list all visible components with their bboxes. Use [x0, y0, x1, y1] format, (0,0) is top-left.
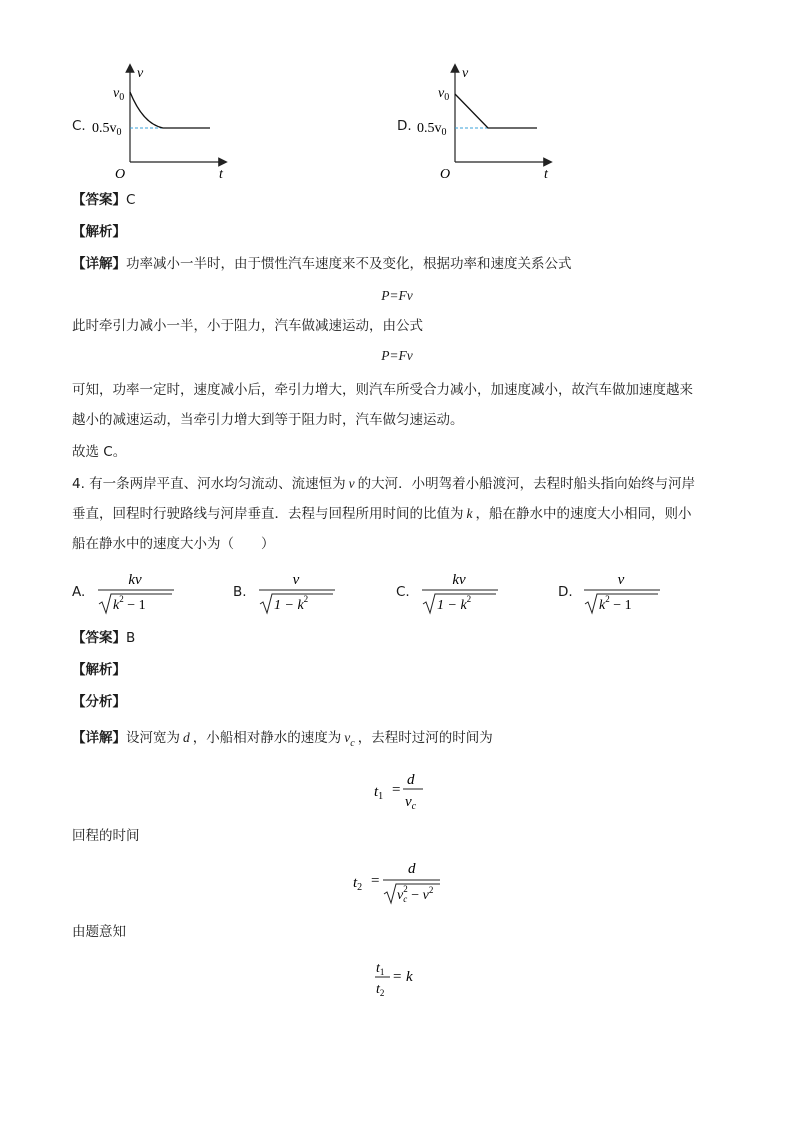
- option-c-label: C.: [72, 118, 86, 134]
- formula-t2: [345, 856, 465, 912]
- v0-label: $v_0$: [438, 86, 450, 103]
- svg-text:t2: $t_2$: [376, 982, 385, 998]
- svg-text:d: d: [407, 772, 415, 788]
- half-v0-label: $0.5v_0$: [92, 121, 122, 138]
- q3-formula-1: P=Fv: [381, 288, 413, 303]
- q4-answer: 【答案】B: [72, 630, 136, 646]
- graph-c: [85, 60, 245, 185]
- svg-text:t1: $t_1$: [374, 784, 384, 802]
- denominator: $1 - k^2$: [274, 594, 309, 613]
- denominator: $k^2 - 1$: [113, 594, 146, 613]
- q3-line4: 越小的减速运动，当牵引力增大到等于阻力时，汽车做匀速运动。: [72, 412, 464, 428]
- numerator: kv: [452, 572, 466, 588]
- q3-line3: 可知，功率一定时，速度减小后，牵引力增大，则汽车所受合力减小，加速度减小，故汽车做加速度越来: [72, 382, 693, 398]
- q3-line2: 此时牵引力减小一半，小于阻力，汽车做减速运动，由公式: [72, 318, 423, 334]
- numerator: v: [292, 572, 300, 588]
- denominator: $1 - k^2$: [437, 594, 472, 613]
- q4-line3: 船在静水中的速度大小为（ ）: [72, 536, 275, 552]
- meaning-label: 由题意知: [72, 924, 126, 940]
- q3-formula-2: P=Fv: [381, 348, 413, 363]
- answer-tag: 【答案】: [72, 192, 126, 208]
- svg-text:vc: $v_c$: [405, 794, 417, 812]
- q3-conclusion: 故选 C。: [72, 444, 127, 460]
- option-d-label: D.: [397, 118, 412, 134]
- svg-text:=: =: [393, 969, 402, 985]
- svg-text:=: =: [392, 782, 401, 798]
- numerator: v: [617, 572, 625, 588]
- curve: [130, 92, 210, 128]
- option-label: B.: [233, 584, 247, 600]
- graph-d: [410, 60, 570, 185]
- answer-value: C: [126, 192, 136, 208]
- q4-analysis-tag: 【解析】: [72, 662, 126, 678]
- return-label: 回程的时间: [72, 828, 140, 844]
- option-label: C.: [396, 584, 410, 600]
- option-fraction: [251, 568, 341, 616]
- q3-detail: [72, 254, 572, 274]
- svg-text:t1: $t_1$: [376, 961, 385, 977]
- svg-text:d: d: [408, 861, 416, 877]
- origin-label: O: [440, 167, 451, 182]
- q4-detail: 【详解】设河宽为 d ，小船相对静水的速度为 $v_c$ ，去程时过河的时间为: [72, 730, 493, 749]
- option-label: A.: [72, 584, 86, 600]
- svg-text:vc2 − v2: $v_c2 - v^2$: [397, 884, 434, 904]
- denominator: $k^2 - 1$: [599, 594, 632, 613]
- t-axis-label: t: [544, 167, 548, 182]
- svg-text:k: k: [406, 969, 413, 985]
- formula-ratio: [368, 952, 438, 1002]
- option-fraction: [90, 568, 180, 616]
- detail-text: 功率减小一半时，由于惯性汽车速度来不及变化，根据功率和速度关系公式: [126, 256, 572, 272]
- formula-t1: [360, 764, 440, 814]
- line-graph: [455, 94, 537, 128]
- v-axis-label: v: [462, 66, 469, 81]
- option-fraction: [576, 568, 666, 616]
- option-label: D.: [558, 584, 573, 600]
- q4-line2: 垂直，回程时行驶路线与河岸垂直．去程与回程所用时间的比值为 k ，船在静水中的速度大小相同，则小: [72, 506, 692, 522]
- svg-text:=: =: [371, 873, 380, 889]
- detail-tag: 【详解】: [72, 256, 126, 272]
- q3-answer: [72, 190, 135, 210]
- option-fraction: [414, 568, 504, 616]
- svg-text:t2: $t_2$: [353, 875, 363, 893]
- q3-analysis-tag: 【解析】: [72, 224, 126, 240]
- q4-line1: 4. 有一条两岸平直、河水均匀流动、流速恒为 v 的大河．小明驾着小船渡河，去程时船头指向始终与河岸: [72, 476, 696, 492]
- t-axis-label: t: [219, 167, 223, 182]
- half-v0-label: $0.5v_0$: [417, 121, 447, 138]
- v-axis-label: v: [137, 66, 144, 81]
- v0-label: $v_0$: [113, 86, 125, 103]
- numerator: kv: [128, 572, 142, 588]
- origin-label: O: [115, 167, 126, 182]
- q4-analysis2-tag: 【分析】: [72, 694, 126, 710]
